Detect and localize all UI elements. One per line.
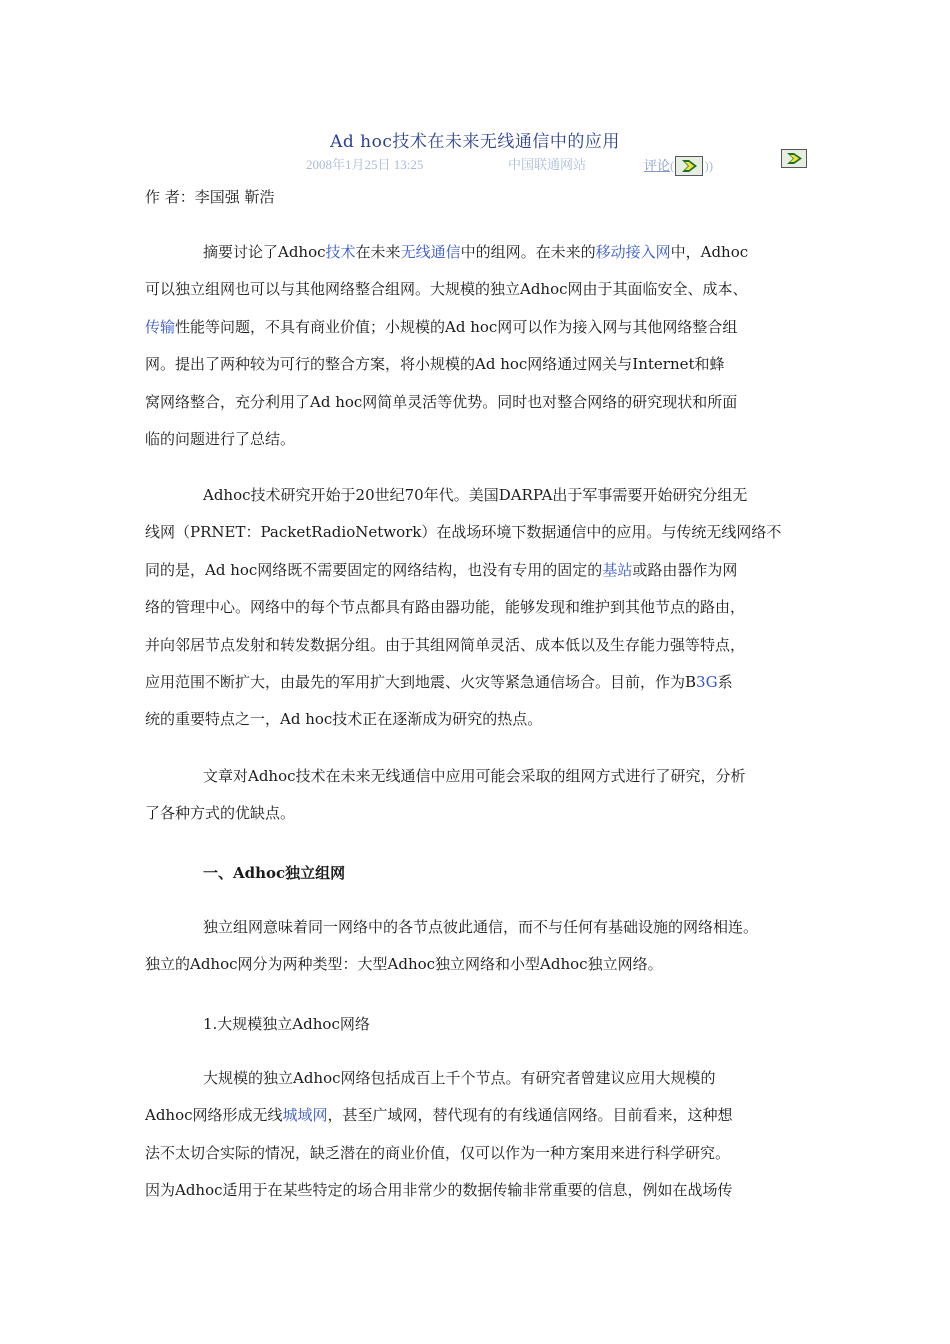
text-line [145, 552, 815, 589]
keyword-link[interactable]: 无线通信 [400, 243, 461, 261]
text: 性能等问题，不具有商业价值；小规模的Ad hoc网可以作为接入网与其他网络整合组 [175, 317, 738, 336]
text-line: 络的管理中心。网络中的每个节点都具有路由器功能，能够发现和维护到其他节点的路由， [145, 598, 746, 617]
text-line: 可以独立组网也可以与其他网络整合组网。大规模的独立Adhoc网由于其面临安全、成本、 [145, 280, 748, 299]
text: 在未来 [355, 243, 401, 261]
subsection-heading: 1.大规模独立Adhoc网络 [203, 1015, 370, 1033]
text-line: 法不太切合实际的情况，缺乏潜在的商业价值，仅可以作为一种方案用来进行科学研究。 [145, 1143, 731, 1162]
keyword-link[interactable]: 基站 [602, 560, 633, 579]
source-label: 中国联通网站 [508, 157, 587, 172]
text-line: 了各种方式的优缺点。 [145, 804, 296, 823]
text: 同的是，Ad hoc网络既不需要固定的网络结构，也没有专用的固定的 [145, 560, 603, 579]
comment-open: ( [670, 158, 675, 173]
text-line: 统的重要特点之一，Ad hoc技术正在逐渐成为研究的热点。 [145, 710, 543, 729]
text-line: 独立组网意味着同一网络中的各节点彼此通信，而不与任何有基础设施的网络相连。 [203, 918, 759, 936]
text: 中，Adhoc [670, 243, 749, 261]
scope-paragraph [145, 758, 815, 833]
history-paragraph [145, 477, 815, 739]
comment-close: )) [704, 158, 714, 173]
text: ，甚至广域网，替代现有的有线通信网络。目前看来，这种想 [327, 1106, 733, 1125]
keyword-link[interactable]: 移动接入网 [595, 243, 671, 261]
text-line: 文章对Adhoc技术在未来无线通信中应用可能会采取的组网方式进行了研究，分析 [203, 767, 746, 785]
text-line: 线网（PRNET：PacketRadioNetwork）在战场环境下数据通信中的应用。与传统无线网络不 [145, 523, 782, 542]
abstract-paragraph [145, 234, 815, 458]
article-title: Ad hoc技术在未来无线通信中的应用 [330, 132, 620, 152]
keyword-link[interactable]: 3G [696, 673, 718, 692]
keyword-link[interactable]: 传输 [145, 317, 176, 336]
comment-link[interactable]: 评论 [644, 158, 671, 173]
text-line: 并向邻居节点发射和转发数据分组。由于其组网简单灵活、成本低以及生存能力强等特点， [145, 635, 746, 654]
text-line: Adhoc技术研究开始于20世纪70年代。美国DARPA出于军事需要开始研究分组无 [203, 486, 748, 504]
text: 系 [717, 673, 733, 692]
text: 摘要讨论了Adhoc [203, 243, 326, 261]
text-line: 因为Adhoc适用于在某些特定的场合用非常少的数据传输非常重要的信息，例如在战场传 [145, 1181, 733, 1200]
keyword-link[interactable]: 技术 [325, 243, 356, 261]
keyword-link[interactable]: 城域网 [282, 1106, 328, 1125]
text: 或路由器作为网 [632, 560, 738, 579]
comment-speech-icon[interactable] [781, 149, 807, 168]
text-line [145, 1097, 815, 1134]
publish-date: 2008年1月25日 13:25 [306, 157, 424, 172]
comment-area [644, 154, 713, 174]
text-line [145, 664, 815, 701]
large-network-paragraph [145, 1060, 815, 1210]
text-line: 独立的Adhoc网分为两种类型：大型Adhoc独立网络和小型Adhoc独立网络。 [145, 955, 663, 974]
text: 中的组网。在未来的 [460, 243, 596, 261]
text-line: 窝网络整合，充分利用了Ad hoc网简单灵活等优势。同时也对整合网络的研究现状和所面 [145, 392, 738, 411]
standalone-paragraph [145, 909, 815, 984]
author-line: 作 者：李国强 靳浩 [145, 188, 275, 206]
section-heading: 一、Adhoc独立组网 [203, 864, 346, 882]
text-line: 大规模的独立Adhoc网络包括成百上千个节点。有研究者曾建议应用大规模的 [203, 1069, 716, 1087]
article-meta [0, 152, 950, 176]
text: Adhoc网络形成无线 [145, 1106, 283, 1125]
text-line: 网。提出了两种较为可行的整合方案，将小规模的Ad hoc网络通过网关与Internet和蜂 [145, 355, 725, 374]
text-line [145, 234, 815, 271]
text-line [145, 309, 815, 346]
text: 应用范围不断扩大，由最先的军用扩大到地震、火灾等紧急通信场合。目前，作为B [145, 673, 697, 692]
comment-speech-icon[interactable] [675, 156, 703, 176]
text-line: 临的问题进行了总结。 [145, 430, 296, 449]
